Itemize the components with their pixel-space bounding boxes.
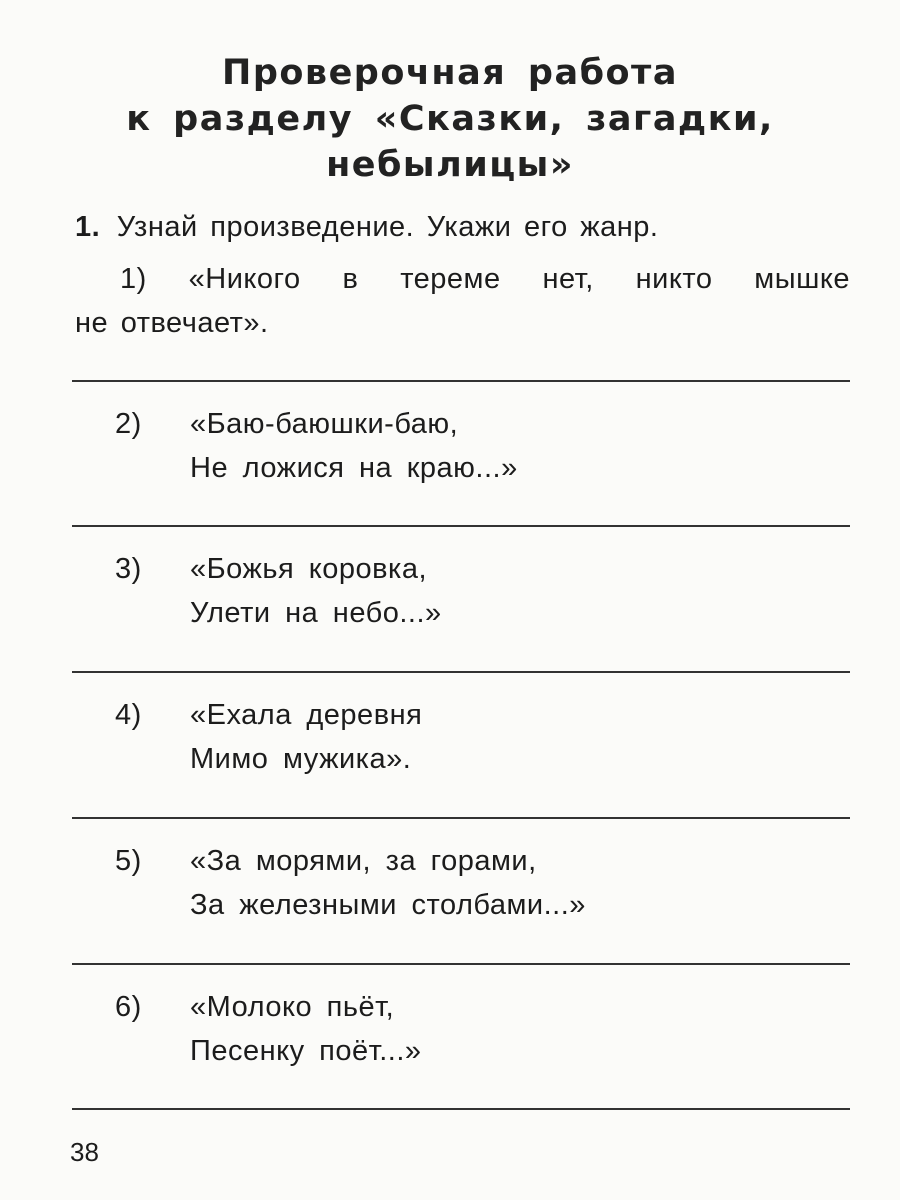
quote-2-verse bbox=[190, 402, 518, 490]
quote-4-verse bbox=[190, 693, 422, 781]
answer-line-1[interactable] bbox=[72, 380, 850, 382]
page-number: 38 bbox=[70, 1137, 99, 1167]
quote-1-word: мышке bbox=[754, 263, 850, 295]
task-number: 1. bbox=[75, 211, 101, 243]
answer-line-6[interactable] bbox=[72, 1108, 850, 1110]
quote-6-number: 6) bbox=[115, 991, 142, 1023]
quote-5-line-2: За железными столбами...» bbox=[190, 889, 586, 921]
quote-2-number: 2) bbox=[115, 408, 142, 440]
quote-4-line-1: «Ехала деревня bbox=[190, 699, 423, 731]
quote-1-word: нет, bbox=[542, 263, 594, 295]
quote-3-verse bbox=[190, 547, 442, 635]
answer-line-3[interactable] bbox=[72, 671, 850, 673]
quote-1-number: 1) bbox=[120, 263, 147, 295]
quote-3-line-2: Улети на небо...» bbox=[190, 597, 442, 629]
quote-4-line-2: Мимо мужика». bbox=[190, 743, 412, 775]
quote-item-1 bbox=[75, 257, 850, 345]
page-title bbox=[60, 50, 840, 188]
title-line-2: к разделу «Сказки, загадки, bbox=[126, 99, 774, 139]
quote-1-word: никто bbox=[635, 263, 713, 295]
quote-1-word: «Никого bbox=[188, 263, 301, 295]
quote-1-line-1 bbox=[75, 257, 850, 301]
quote-1-line-2: не отвечает». bbox=[75, 307, 269, 339]
task-text: Узнай произведение. Укажи его жанр. bbox=[116, 211, 659, 243]
title-line-1: Проверочная работа bbox=[222, 53, 678, 93]
quote-2-line-1: «Баю-баюшки-баю, bbox=[190, 408, 459, 440]
quote-5-line-1: «За морями, за горами, bbox=[190, 845, 537, 877]
task-heading bbox=[75, 207, 659, 247]
quote-3-number: 3) bbox=[115, 553, 142, 585]
quote-3-line-1: «Божья коровка, bbox=[190, 553, 428, 585]
quote-6-line-2: Песенку поёт...» bbox=[190, 1035, 422, 1067]
quote-6-line-1: «Молоко пьёт, bbox=[190, 991, 395, 1023]
answer-line-5[interactable] bbox=[72, 963, 850, 965]
quote-1-word: в bbox=[342, 263, 359, 295]
quote-1-word: тереме bbox=[400, 263, 501, 295]
answer-line-2[interactable] bbox=[72, 525, 850, 527]
quote-6-verse bbox=[190, 985, 422, 1073]
quote-5-number: 5) bbox=[115, 845, 142, 877]
quote-4-number: 4) bbox=[115, 699, 142, 731]
title-line-3: небылицы» bbox=[326, 145, 574, 185]
quote-5-verse bbox=[190, 839, 586, 927]
quote-2-line-2: Не ложися на краю...» bbox=[190, 452, 518, 484]
answer-line-4[interactable] bbox=[72, 817, 850, 819]
